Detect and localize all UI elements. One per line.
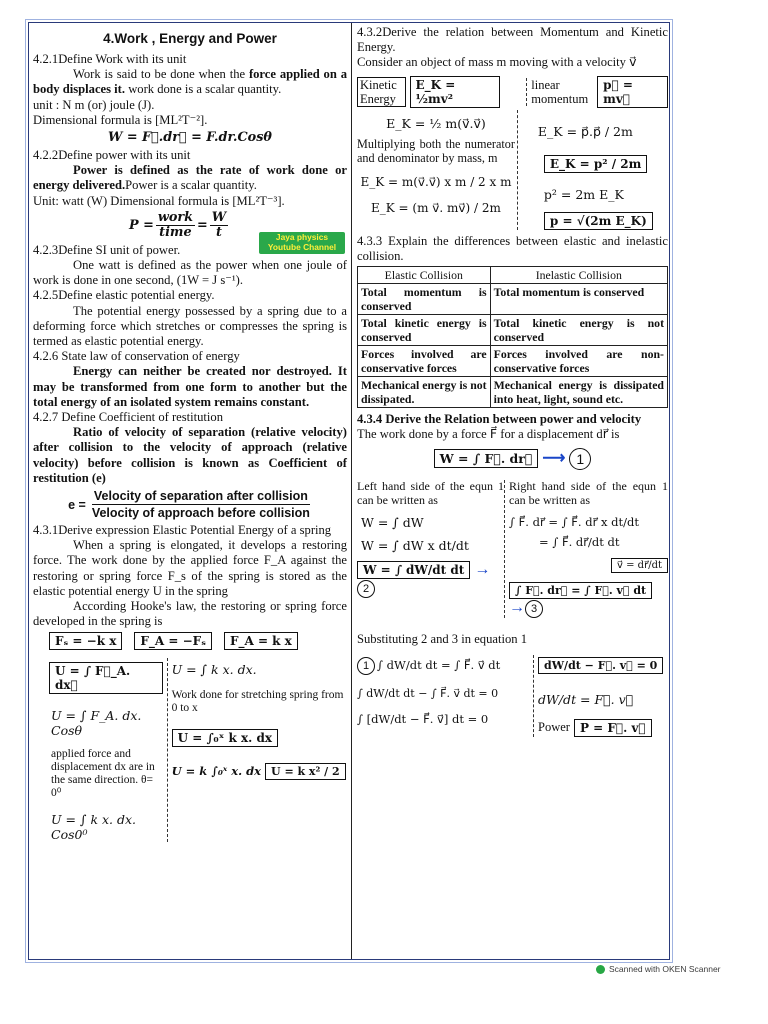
table-cell: Total momentum is conserved bbox=[490, 284, 667, 315]
eq-number-3: 3 bbox=[525, 600, 543, 618]
final-step-2: ∫ dW/dt dt − ∫ F⃗. v⃗ dt = 0 bbox=[357, 686, 499, 700]
eq-number-1: 1 bbox=[569, 448, 591, 470]
page-title: 4.Work , Energy and Power bbox=[103, 31, 277, 46]
table-cell: Total kinetic energy is not conserved bbox=[490, 315, 667, 346]
lhs-step-3: W = ∫ dW/dt dt bbox=[357, 561, 470, 579]
hooke-box-1: Fₛ = −k x bbox=[49, 632, 122, 650]
power-label: Power bbox=[538, 720, 570, 735]
s434-intro: The work done by a force F⃗ for a displacement dr⃗ is bbox=[357, 427, 620, 441]
s426-body: Energy can neither be created nor destroyed. It may be transformed from one form to another but the total energy of an isolated system remains constant. bbox=[33, 364, 347, 409]
epe-right-1: U = ∫ k x. dx. bbox=[171, 661, 257, 677]
epe-step-4: U = ∫ k x. dx. Cos0⁰ bbox=[51, 811, 137, 842]
power-equation: P = $\frac{\text{work}}{\text{time}}$ = $\frac{W}{t}$ bbox=[129, 210, 227, 241]
momentum-label: linear momentum bbox=[526, 78, 593, 106]
s422-body: Power is defined as the rate of work done or energy delivered.Power is a scalar quantity. bbox=[33, 163, 347, 193]
ke-step-7: p² = 2m E_K bbox=[543, 187, 624, 202]
s427-body: Ratio of velocity of separation (relative velocity) after collision to the velocity of approach (relative velocity) before collision is known as Coefficient of restitution (e) bbox=[33, 425, 347, 485]
left-column bbox=[29, 23, 352, 959]
lhs-text: Left hand side of the equn 1 can be written as bbox=[357, 479, 505, 507]
table-row bbox=[358, 284, 668, 315]
rhs-step-4: ∫ F⃗. dr⃗ = ∫ F⃗. v⃗ dt bbox=[509, 582, 652, 599]
s434-heading: 4.3.4 Derive the Relation between power and velocity bbox=[357, 412, 642, 426]
ke-step-6: E_K = p² / 2m bbox=[544, 155, 647, 173]
final-step-3: ∫ [dW/dt − F⃗. v⃗] dt = 0 bbox=[357, 711, 489, 726]
table-cell: Total momentum is conserved bbox=[358, 284, 491, 315]
s422-unit: Unit: watt (W) Dimensional formula is [ML²T⁻³]. bbox=[33, 193, 285, 208]
epe-step-2: U = ∫ F_A. dx. Cosθ bbox=[51, 707, 142, 738]
s427-heading: 4.2.7 Define Coefficient of restitution bbox=[33, 410, 224, 425]
s433-heading: 4.3.3 Explain the differences between elastic and inelastic collision. bbox=[357, 234, 668, 263]
right-column bbox=[354, 23, 671, 959]
work-integral: W = ∫ F⃗. dr⃗ ⟶ 1 bbox=[357, 448, 668, 470]
power-derivation: Left hand side of the equn 1 can be written as W = ∫ dW W = ∫ dW x dt/dt W = ∫ dW/dt dt →2 Right hand side of the equn 1 can be written as ∫ F⃗. dr⃗ = ∫ F⃗. dr⃗ x dt/dt = ∫ F⃗. dr⃗/dt dt v⃗ = dr⃗/dt ∫ F⃗. dr⃗ = ∫ F⃗. v⃗ dt → 3 bbox=[357, 479, 668, 617]
final-step-1: 1 ∫ dW/dt dt = ∫ F⃗. v⃗ dt bbox=[357, 657, 533, 675]
epe-result-box: U = k x² / 2 bbox=[265, 763, 346, 780]
table-row bbox=[358, 315, 668, 346]
table-cell: Forces involved are non-conservative forces bbox=[490, 346, 667, 377]
epe-right-2: Work done for stretching spring from 0 to x bbox=[171, 688, 344, 714]
rhs-text: Right hand side of the equn 1 can be written as bbox=[509, 479, 668, 507]
final-derivation bbox=[357, 655, 668, 737]
hooke-boxes bbox=[49, 632, 347, 650]
final-right-1: dW/dt − F⃗. v⃗ = 0 bbox=[538, 657, 663, 674]
s432-intro: Consider an object of mass m moving with a velocity v⃗ bbox=[357, 55, 637, 69]
lhs-step-2: W = ∫ dW x dt/dt bbox=[361, 538, 469, 554]
velocity-def-box: v⃗ = dr⃗/dt bbox=[611, 558, 668, 573]
s431-body2: According Hooke's law, the restoring or spring force developed in the spring is bbox=[33, 599, 347, 629]
lhs-step-1: W = ∫ dW bbox=[361, 515, 424, 531]
epe-right-3: U = ∫₀ˣ k x. dx bbox=[172, 729, 279, 747]
substitution-text: Substituting 2 and 3 in equation 1 bbox=[357, 631, 528, 646]
final-right-2: dW/dt = F⃗. v⃗ bbox=[538, 691, 634, 707]
rhs-step-1: ∫ F⃗. dr⃗ = ∫ F⃗. dr⃗ x dt/dt bbox=[509, 515, 639, 530]
restitution-equation: e = $\frac{\text{Velocity of separation after collision}}{\text{Velocity of approach before collision}}$ bbox=[68, 489, 310, 521]
s421-unit: unit : N m (or) joule (J). bbox=[33, 97, 155, 112]
ke-step-4: E_K = (m v⃗. mv⃗) / 2m bbox=[371, 201, 501, 215]
ke-label: Kinetic Energy bbox=[357, 77, 406, 107]
ke-step-3: E_K = m(v⃗.v⃗) x m / 2 x m bbox=[360, 175, 512, 189]
s431-heading: 4.3.1Derive expression Elastic Potential Energy of a spring bbox=[33, 523, 332, 538]
momentum-box: p⃗ = mv⃗ bbox=[597, 76, 668, 108]
epe-right-4: U = k ∫₀ˣ x. dx bbox=[171, 764, 262, 778]
s423-heading: 4.2.3Define SI unit of power. bbox=[33, 242, 181, 257]
s426-heading: 4.2.6 State law of conservation of energy bbox=[33, 349, 240, 364]
notes-sheet bbox=[28, 22, 670, 960]
scanner-logo-icon bbox=[596, 965, 605, 974]
hooke-box-2: F_A = −Fₛ bbox=[134, 632, 212, 650]
ke-result-box: p = √(2m E_K) bbox=[544, 212, 653, 230]
scanner-watermark: Scanned with OKEN Scanner bbox=[596, 964, 721, 974]
ke-derivation bbox=[357, 110, 668, 230]
table-cell: Forces involved are conservative forces bbox=[358, 346, 491, 377]
s431-body1: When a spring is elongated, it develops a restoring force. The work done by the applied force F_A against the restoring or spring force F_s of the spring is stored as the elastic potential energy U in the spring bbox=[33, 538, 347, 598]
ke-step-2: Multiplying both the numerator and denominator by mass, m bbox=[357, 137, 515, 165]
epe-step-1: U = ∫ F⃗_A. dx⃗ bbox=[49, 662, 163, 694]
table-row bbox=[358, 377, 668, 408]
table-header: Elastic Collision bbox=[358, 267, 491, 284]
work-integral-box: W = ∫ F⃗. dr⃗ bbox=[434, 449, 539, 468]
hooke-box-3: F_A = k x bbox=[224, 632, 298, 650]
ke-step-1: E_K = ½ m(v⃗.v⃗) bbox=[386, 116, 486, 131]
rhs-step-2: = ∫ F⃗. dr⃗/dt dt bbox=[539, 535, 620, 550]
table-cell: Mechanical energy is dissipated into heat, light, sound etc. bbox=[490, 377, 667, 408]
epe-derivation bbox=[33, 658, 347, 842]
s421-heading: 4.2.1Define Work with its unit bbox=[33, 52, 187, 66]
table-cell: Total kinetic energy is conserved bbox=[358, 315, 491, 346]
ke-step-5: E_K = p⃗.p⃗ / 2m bbox=[537, 124, 633, 139]
s422-heading: 4.2.2Define power with its unit bbox=[33, 148, 191, 163]
ke-box: E_K = ½mv² bbox=[410, 76, 501, 108]
table-row bbox=[358, 346, 668, 377]
epe-step-3: applied force and displacement dx are in the same direction. θ= 0⁰ bbox=[51, 747, 155, 799]
table-header: Inelastic Collision bbox=[490, 267, 667, 284]
s425-heading: 4.2.5Define elastic potential energy. bbox=[33, 288, 215, 303]
s423-body: One watt is defined as the power when one joule of work is done in one second, (1W = J s⁻¹). bbox=[33, 258, 347, 288]
channel-badge: Jaya physics Youtube Channel bbox=[259, 232, 345, 254]
ke-momentum-defs bbox=[357, 76, 668, 108]
table-cell: Mechanical energy is not dissipated. bbox=[358, 377, 491, 408]
s421-equation: W = F⃗.dr⃗ = F.dr.Cosθ bbox=[108, 130, 272, 146]
s425-body: The potential energy possessed by a spring due to a deforming force which stretches or compresses the spring is termed as elastic potential energy. bbox=[33, 303, 347, 349]
eq-number-2: 2 bbox=[357, 580, 375, 598]
s421-body: Work is said to be done when the force applied on a body displaces it. work done is a scalar quantity. bbox=[33, 67, 347, 97]
s432-heading: 4.3.2Derive the relation between Momentum and Kinetic Energy. bbox=[357, 25, 668, 54]
s421-dim: Dimensional formula is [ML²T⁻²]. bbox=[33, 112, 208, 127]
collision-table bbox=[357, 266, 668, 408]
power-result-box: P = F⃗. v⃗ bbox=[574, 719, 652, 737]
